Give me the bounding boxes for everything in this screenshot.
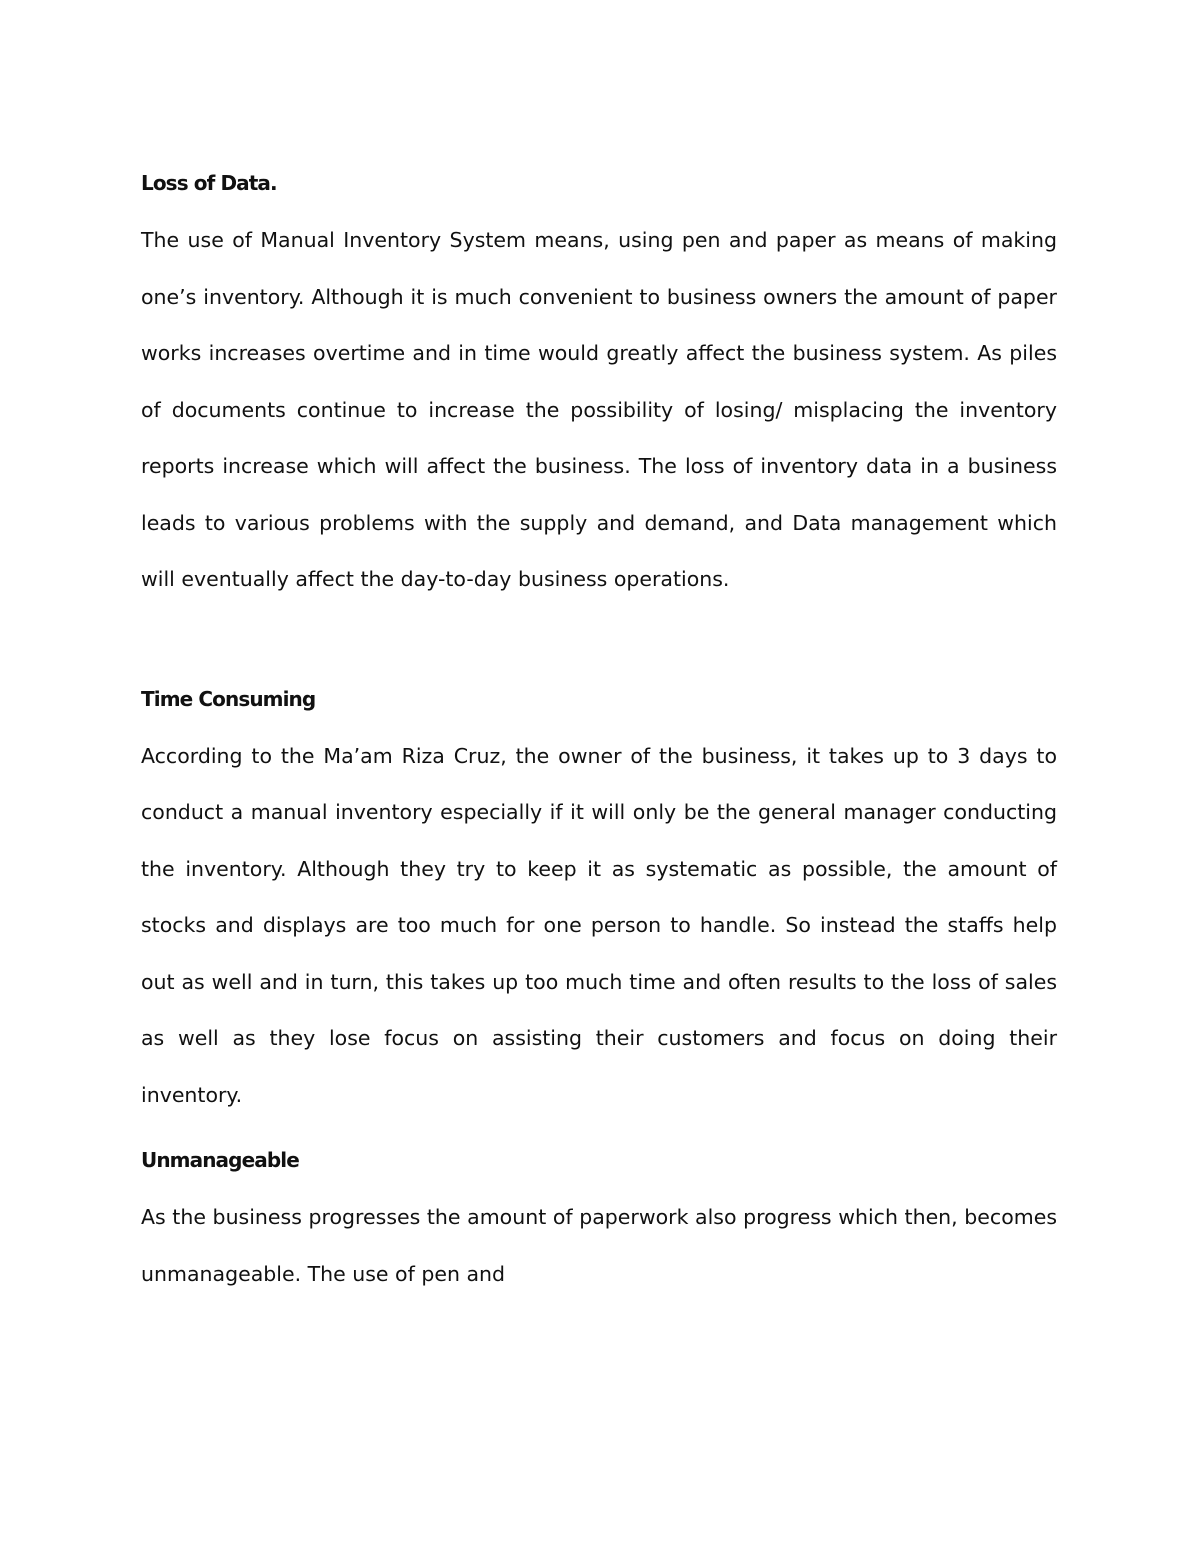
section-heading-loss-of-data: Loss of Data. — [141, 171, 277, 195]
section-heading-unmanageable: Unmanageable — [141, 1148, 299, 1172]
section-body-unmanageable: As the business progresses the amount of paperwork also progress which then, becomes unmanageable. The use of pen and — [141, 1205, 1057, 1286]
section-body-loss-of-data: The use of Manual Inventory System means, using pen and paper as means of making one’s inventory. Although it is much convenient to business owners the amount of paper works increases overtime and in time would greatly affect the business system. As piles of documents continue to increase the possibility of losing/ misplacing the inventory reports increase which will affect the business. The loss of inventory data in a business leads to various problems with the supply and demand, and Data management which will eventually affect the day-to-day business operations. — [141, 228, 1057, 591]
document-page — [141, 150, 1057, 1302]
section-heading-time-consuming: Time Consuming — [141, 686, 316, 711]
section-body-time-consuming: According to the Ma’am Riza Cruz, the owner of the business, it takes up to 3 days to conduct a manual inventory especially if it will only be the general manager conducting the inventory. Although they try to keep it as systematic as possible, the amount of stocks and displays are too much for one person to handle. So instead the staffs help out as well and in turn, this takes up too much time and often results to the loss of sales as well as they lose focus on assisting their customers and focus on doing their inventory. — [141, 743, 1057, 1107]
